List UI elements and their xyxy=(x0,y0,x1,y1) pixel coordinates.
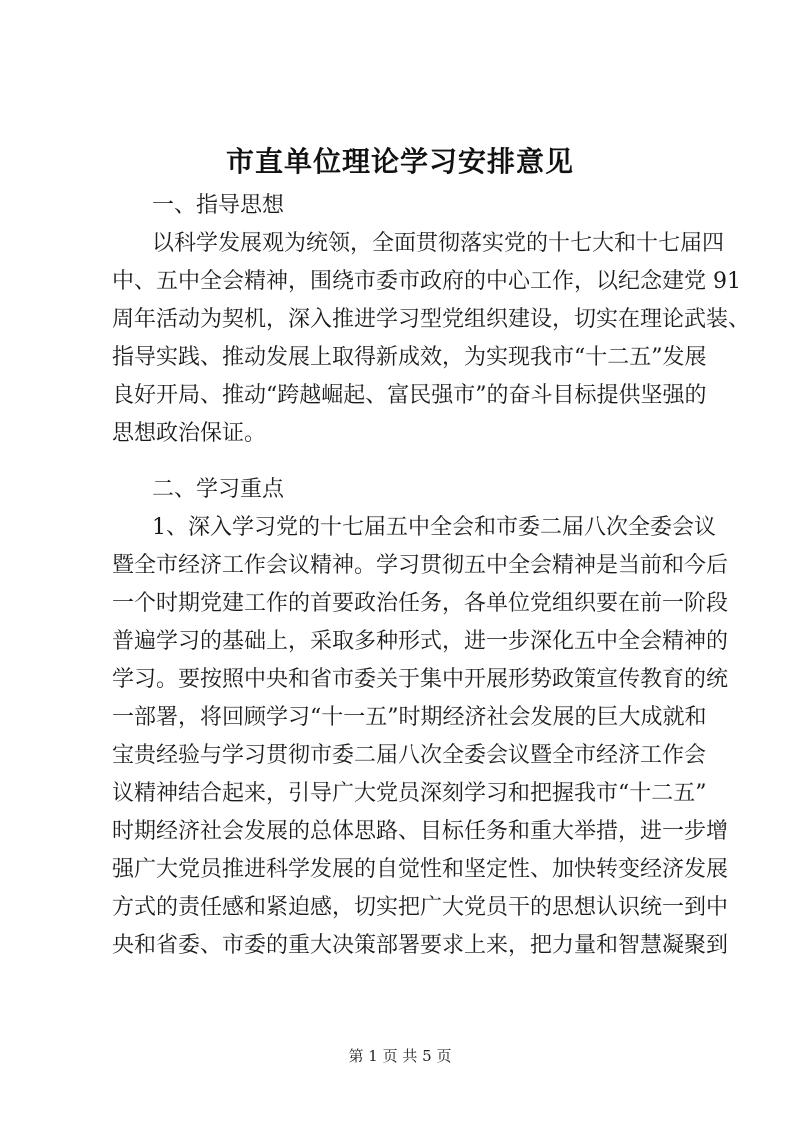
paragraph-line: 学习。要按照中央和省市委关于集中开展形势政策宣传教育的统 xyxy=(112,667,729,692)
paragraph-line: 央和省委、市委的重大决策部署要求上来，把力量和智慧凝聚到 xyxy=(112,933,729,958)
paragraph-line: 一个时期党建工作的首要政治任务，各单位党组织要在前一阶段 xyxy=(112,591,729,616)
section-heading-guiding-thought: 一、指导思想 xyxy=(152,193,285,218)
paragraph-line: 中、五中全会精神，围绕市委市政府的中心工作，以纪念建党 91 xyxy=(112,269,741,294)
paragraph-line: 宝贵经验与学习贯彻市委二届八次全委会议暨全市经济工作会 xyxy=(112,743,707,768)
section-heading-study-focus: 二、学习重点 xyxy=(152,477,285,502)
document-title: 市直单位理论学习安排意见 xyxy=(225,145,574,178)
paragraph-line: 普遍学习的基础上，采取多种形式，进一步深化五中全会精神的 xyxy=(112,629,729,654)
paragraph-line: 方式的责任感和紧迫感，切实把广大党员干的思想认识统一到中 xyxy=(112,895,729,920)
page-number-footer: 第 1 页 共 5 页 xyxy=(348,1047,452,1065)
paragraph-line: 以科学发展观为统领，全面贯彻落实党的十七大和十七届四 xyxy=(152,231,725,256)
paragraph-line: 暨全市经济工作会议精神。学习贯彻五中全会精神是当前和今后 xyxy=(112,553,729,578)
paragraph-line: 指导实践、推动发展上取得新成效，为实现我市“十二五”发展 xyxy=(112,345,707,370)
paragraph-line: 议精神结合起来，引导广大党员深刻学习和把握我市“十二五” xyxy=(112,781,707,806)
paragraph-line: 思想政治保证。 xyxy=(112,421,267,446)
paragraph-line: 强广大党员推进科学发展的自觉性和坚定性、加快转变经济发展 xyxy=(112,857,729,882)
paragraph-line: 周年活动为契机，深入推进学习型党组织建设，切实在理论武装、 xyxy=(112,307,751,332)
paragraph-line: 时期经济社会发展的总体思路、目标任务和重大举措，进一步增 xyxy=(112,819,729,844)
paragraph-line: 1、深入学习党的十七届五中全会和市委二届八次全委会议 xyxy=(152,515,716,540)
paragraph-line: 良好开局、推动“跨越崛起、富民强市”的奋斗目标提供坚强的 xyxy=(112,383,707,408)
paragraph-line: 一部署，将回顾学习“十一五”时期经济社会发展的巨大成就和 xyxy=(112,705,707,730)
